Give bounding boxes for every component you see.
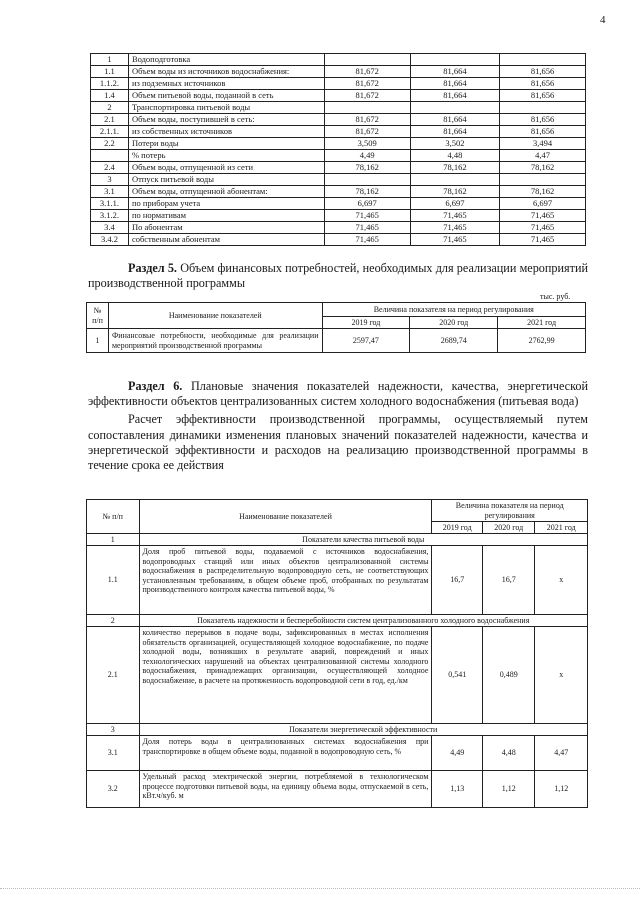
section6-heading	[88, 379, 588, 409]
value-2019: 71,465	[324, 234, 410, 246]
value-2021: 81,656	[500, 114, 586, 126]
t2-year-2019: 2019 год	[322, 317, 410, 329]
table-row	[91, 234, 586, 246]
page-bottom-rule	[0, 888, 640, 889]
value-2020: 78,162	[410, 186, 500, 198]
group-num: 3	[87, 724, 140, 736]
group-num: 1	[87, 534, 140, 546]
row-num: 1.1	[87, 546, 140, 615]
row-text: количество перерывов в подаче воды, зафиксированных в местах исполнения обязательств организацией, осуществляющей холодное водоснабжение, по подаче холодной воды, возникших в результате аварий, повреждений и иных технологических нарушений на объектах централизованной системы холодного водоснабжения, принадлежащих организации, осуществляющей холодное водоснабжение, в расчете на протяженность водопроводной сети в год, ед./км	[139, 627, 432, 724]
t2-header-name: Наименование показателей	[108, 303, 322, 329]
table-row	[87, 771, 588, 808]
financial-needs-table	[86, 302, 586, 353]
value-2019: 81,672	[324, 66, 410, 78]
value-2021: 81,656	[500, 90, 586, 102]
value-2020: 6,697	[410, 198, 500, 210]
row-num: 2	[91, 102, 129, 114]
row-num: 3	[91, 174, 129, 186]
row-num: 3.1	[91, 186, 129, 198]
table-row	[87, 546, 588, 615]
value-2020: 3,502	[410, 138, 500, 150]
row-name: из подземных источников	[128, 78, 324, 90]
row-num: 2.1	[91, 114, 129, 126]
t3-year-2021: 2021 год	[535, 522, 588, 534]
value-2021: х	[535, 627, 588, 724]
value-2020	[410, 174, 500, 186]
row-name: Объем воды, отпущенной абонентам:	[128, 186, 324, 198]
value-2020: 0,489	[482, 627, 535, 724]
row-num: 3.1.2.	[91, 210, 129, 222]
value-2019: 81,672	[324, 114, 410, 126]
value-2019: 81,672	[324, 90, 410, 102]
row-num: 2.1	[87, 627, 140, 724]
group-title: Показатели энергетической эффективности	[139, 724, 587, 736]
table-row	[91, 102, 586, 114]
value-2020: 71,465	[410, 210, 500, 222]
value-2020: 71,465	[410, 222, 500, 234]
group-row	[87, 615, 588, 627]
row-name: по нормативам	[128, 210, 324, 222]
value-2020	[410, 102, 500, 114]
value-2021: х	[535, 546, 588, 615]
t2-value-2020: 2689,74	[410, 329, 498, 353]
row-name: из собственных источников	[128, 126, 324, 138]
t2-value-2021: 2762,99	[498, 329, 586, 353]
value-2021	[500, 174, 586, 186]
section6-heading-text: Плановые значения показателей надежности, качества, энергетической эффективности объектов централизованных систем холодного водоснабжения (питьевая вода)	[88, 379, 588, 409]
row-name: Объем воды из источников водоснабжения:	[128, 66, 324, 78]
t3-header-name: Наименование показателей	[139, 500, 432, 534]
table-row	[91, 210, 586, 222]
value-2019: 4,49	[432, 736, 483, 771]
value-2021: 78,162	[500, 186, 586, 198]
row-num: 1.1	[91, 66, 129, 78]
row-name: Объем воды, отпущенной из сети	[128, 162, 324, 174]
value-2020: 81,664	[410, 78, 500, 90]
row-num: 1	[91, 54, 129, 66]
row-num: 3.1	[87, 736, 140, 771]
table-row	[91, 54, 586, 66]
t3-header-period: Величина показателя на период регулирования	[432, 500, 588, 522]
t2-row-name: Финансовые потребности, необходимые для реализации мероприятий производственной программы	[108, 329, 322, 353]
section5-heading-text: Объем финансовых потребностей, необходимых для реализации мероприятий производственной программы	[88, 261, 588, 290]
t2-year-2021: 2021 год	[498, 317, 586, 329]
row-num: 2.1.1.	[91, 126, 129, 138]
value-2021	[500, 102, 586, 114]
value-2020: 71,465	[410, 234, 500, 246]
value-2019	[324, 174, 410, 186]
value-2019: 6,697	[324, 198, 410, 210]
value-2019: 81,672	[324, 126, 410, 138]
value-2019: 0,541	[432, 627, 483, 724]
value-2019: 71,465	[324, 222, 410, 234]
value-2019: 78,162	[324, 162, 410, 174]
value-2020: 1,12	[482, 771, 535, 808]
value-2021: 81,656	[500, 78, 586, 90]
value-2019: 4,49	[324, 150, 410, 162]
table-row	[91, 126, 586, 138]
row-name: Объем воды, поступившей в сеть:	[128, 114, 324, 126]
row-name: Объем питьевой воды, поданной в сеть	[128, 90, 324, 102]
t2-year-2020: 2020 год	[410, 317, 498, 329]
value-2020: 16,7	[482, 546, 535, 615]
t2-header-period: Величина показателя на период регулирования	[322, 303, 586, 317]
table-row	[91, 174, 586, 186]
section6-paragraph: Расчет эффективности производственной программы, осуществляемый путем сопоставления динамики изменения плановых значений показателей надежности, качества и энергетической эффективности и расходов на реализацию производственной программы в течение срока ее действия	[88, 412, 588, 473]
value-2019	[324, 54, 410, 66]
t2-row-num: 1	[87, 329, 109, 353]
table-row	[91, 150, 586, 162]
table-row	[91, 66, 586, 78]
value-2019: 3,509	[324, 138, 410, 150]
table-row	[91, 78, 586, 90]
table-row	[91, 222, 586, 234]
row-text: Доля потерь воды в централизованных системах водоснабжения при транспортировке в общем объеме воды, поданной в водопроводную сеть, %	[139, 736, 432, 771]
t3-header-num: № п/п	[87, 500, 140, 534]
t3-year-2019: 2019 год	[432, 522, 483, 534]
table-row	[87, 627, 588, 724]
row-num: 2.4	[91, 162, 129, 174]
row-name: собственным абонентам	[128, 234, 324, 246]
row-name: Транспортировка питьевой воды	[128, 102, 324, 114]
value-2021: 71,465	[500, 234, 586, 246]
row-name: % потерь	[128, 150, 324, 162]
row-name: Водоподготовка	[128, 54, 324, 66]
value-2020: 4,48	[410, 150, 500, 162]
row-num: 1.4	[91, 90, 129, 102]
value-2019: 1,13	[432, 771, 483, 808]
indicators-table	[86, 499, 588, 808]
value-2021: 78,162	[500, 162, 586, 174]
row-num: 3.4.2	[91, 234, 129, 246]
section5-units: тыс. руб.	[540, 292, 571, 301]
table-row	[91, 114, 586, 126]
section6-heading-bold: Раздел 6.	[128, 379, 183, 393]
row-num: 3.2	[87, 771, 140, 808]
row-name: По абонентам	[128, 222, 324, 234]
table-row	[87, 736, 588, 771]
table-row	[91, 90, 586, 102]
value-2019: 16,7	[432, 546, 483, 615]
row-num: 1.1.2.	[91, 78, 129, 90]
row-num	[91, 150, 129, 162]
water-balance-table	[90, 53, 586, 246]
section5-heading	[88, 261, 588, 291]
table-row	[91, 186, 586, 198]
table-row	[91, 162, 586, 174]
group-num: 2	[87, 615, 140, 627]
value-2020	[410, 54, 500, 66]
value-2020: 4,48	[482, 736, 535, 771]
row-text: Доля проб питьевой воды, подаваемой с источников водоснабжения, водопроводных станций или иных объектов централизованной системы водоснабжения в распределительную водопроводную сеть, не соответствующих установленным требованиям, в общем объеме проб, отобранных по результатам производственного контроля качества питьевой воды, %	[139, 546, 432, 615]
t2-header-num: № п/п	[87, 303, 109, 329]
value-2021: 71,465	[500, 210, 586, 222]
group-title: Показатели качества питьевой воды	[139, 534, 587, 546]
value-2019: 71,465	[324, 210, 410, 222]
value-2020: 78,162	[410, 162, 500, 174]
value-2021: 71,465	[500, 222, 586, 234]
value-2021: 81,656	[500, 66, 586, 78]
row-num: 3.4	[91, 222, 129, 234]
row-name: Отпуск питьевой воды	[128, 174, 324, 186]
section6-text	[88, 379, 588, 476]
row-name: Потери воды	[128, 138, 324, 150]
value-2020: 81,664	[410, 90, 500, 102]
value-2019	[324, 102, 410, 114]
row-text: Удельный расход электрической энергии, потребляемой в технологическом процессе подготовки питьевой воды, на единицу объема воды, отпускаемой в сеть, кВт.ч/куб. м	[139, 771, 432, 808]
t2-value-2019: 2597,47	[322, 329, 410, 353]
value-2021: 3,494	[500, 138, 586, 150]
value-2021	[500, 54, 586, 66]
group-row	[87, 724, 588, 736]
table-row	[91, 198, 586, 210]
value-2021: 4,47	[535, 736, 588, 771]
section5-heading-bold: Раздел 5.	[128, 261, 177, 275]
row-num: 3.1.1.	[91, 198, 129, 210]
value-2019: 81,672	[324, 78, 410, 90]
value-2021: 6,697	[500, 198, 586, 210]
value-2021: 1,12	[535, 771, 588, 808]
value-2021: 81,656	[500, 126, 586, 138]
value-2020: 81,664	[410, 66, 500, 78]
value-2019: 78,162	[324, 186, 410, 198]
page-number: 4	[600, 14, 606, 26]
value-2020: 81,664	[410, 126, 500, 138]
row-num: 2.2	[91, 138, 129, 150]
value-2020: 81,664	[410, 114, 500, 126]
group-title: Показатель надежности и бесперебойности систем централизованного холодного водоснабжения	[139, 615, 587, 627]
value-2021: 4,47	[500, 150, 586, 162]
row-name: по приборам учета	[128, 198, 324, 210]
t3-year-2020: 2020 год	[482, 522, 535, 534]
group-row	[87, 534, 588, 546]
table-row	[91, 138, 586, 150]
